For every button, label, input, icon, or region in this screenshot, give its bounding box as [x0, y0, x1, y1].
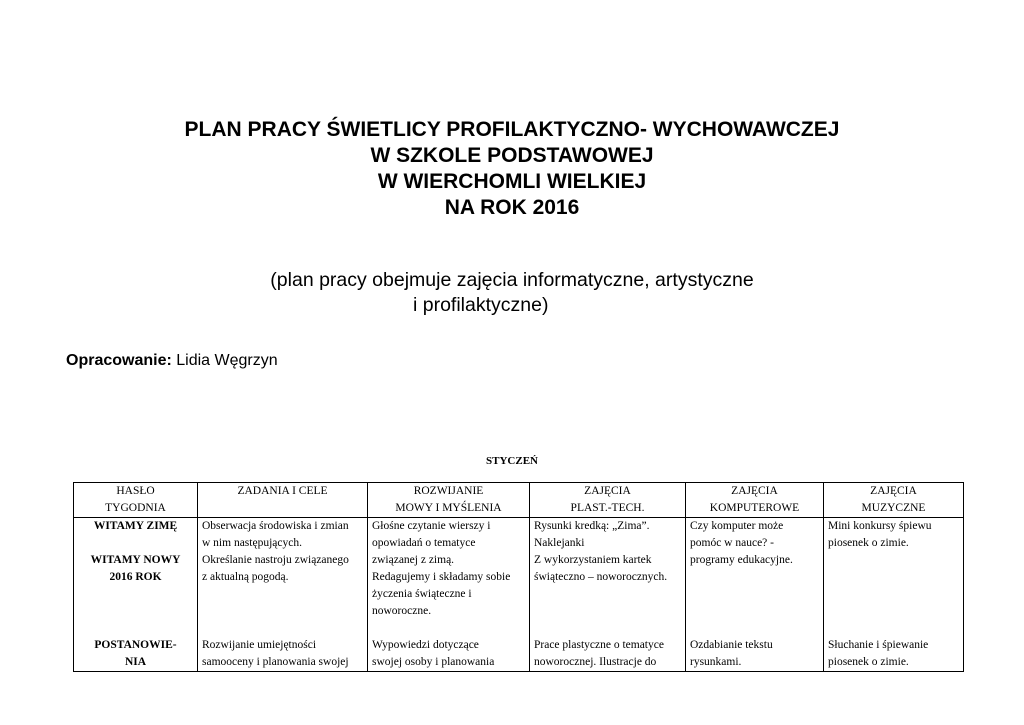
table-row — [74, 620, 964, 672]
title-line-4: NA ROK 2016 — [444, 196, 580, 219]
header-art: ZAJĘCIA PLAST.-TECH. — [530, 483, 686, 518]
title-line-2: W SZKOLE PODSTAWOWEJ — [370, 144, 654, 167]
document-subtitle — [0, 268, 1024, 318]
tasks-cell: Obserwacja środowiska i zmian w nim następujących. Określanie nastroju związanego z aktualną pogodą. — [198, 518, 368, 621]
motto-cell: WITAMY ZIMĘ WITAMY NOWY 2016 ROK — [74, 518, 198, 621]
header-tasks: ZADANIA I CELE — [198, 483, 368, 518]
title-line-3: W WIERCHOMLI WIELKIEJ — [377, 170, 647, 193]
table-header-row — [74, 483, 964, 518]
author-name: Lidia Węgrzyn — [176, 352, 278, 369]
header-speech: ROZWIJANIE MOWY I MYŚLENIA — [368, 483, 530, 518]
header-computer: ZAJĘCIA KOMPUTEROWE — [686, 483, 824, 518]
header-motto: HASŁO TYGODNIA — [74, 483, 198, 518]
music-cell: Mini konkursy śpiewu piosenek o zimie. — [824, 518, 964, 621]
art-cell: Prace plastyczne o tematyce noworocznej. Ilustracje do — [530, 620, 686, 672]
author-label: Opracowanie: — [66, 352, 172, 369]
author-line — [66, 352, 278, 370]
music-cell: Słuchanie i śpiewanie piosenek o zimie. — [824, 620, 964, 672]
computer-cell: Ozdabianie tekstu rysunkami. — [686, 620, 824, 672]
month-heading: STYCZEŃ — [486, 455, 538, 467]
subtitle-line-1: (plan pracy obejmuje zajęcia informatyczne, artystyczne — [270, 269, 754, 291]
plan-table — [73, 482, 964, 672]
document-title — [0, 117, 1024, 221]
tasks-cell: Rozwijanie umiejętności samooceny i planowania swojej — [198, 620, 368, 672]
table-row — [74, 518, 964, 621]
subtitle-line-2: i profilaktyczne) — [413, 294, 549, 316]
header-music: ZAJĘCIA MUZYCZNE — [824, 483, 964, 518]
speech-cell: Wypowiedzi dotyczące swojej osoby i planowania — [368, 620, 530, 672]
art-cell: Rysunki kredką: „Zima”. Naklejanki Z wykorzystaniem kartek świąteczno – noworocznych. — [530, 518, 686, 621]
title-line-1: PLAN PRACY ŚWIETLICY PROFILAKTYCZNO- WYCHOWAWCZEJ — [184, 118, 840, 141]
computer-cell: Czy komputer może pomóc w nauce? - programy edukacyjne. — [686, 518, 824, 621]
speech-cell: Głośne czytanie wierszy i opowiadań o tematyce związanej z zimą. Redagujemy i składamy sobie życzenia świąteczne i noworoczne. — [368, 518, 530, 621]
motto-cell: POSTANOWIE- NIA — [74, 620, 198, 672]
